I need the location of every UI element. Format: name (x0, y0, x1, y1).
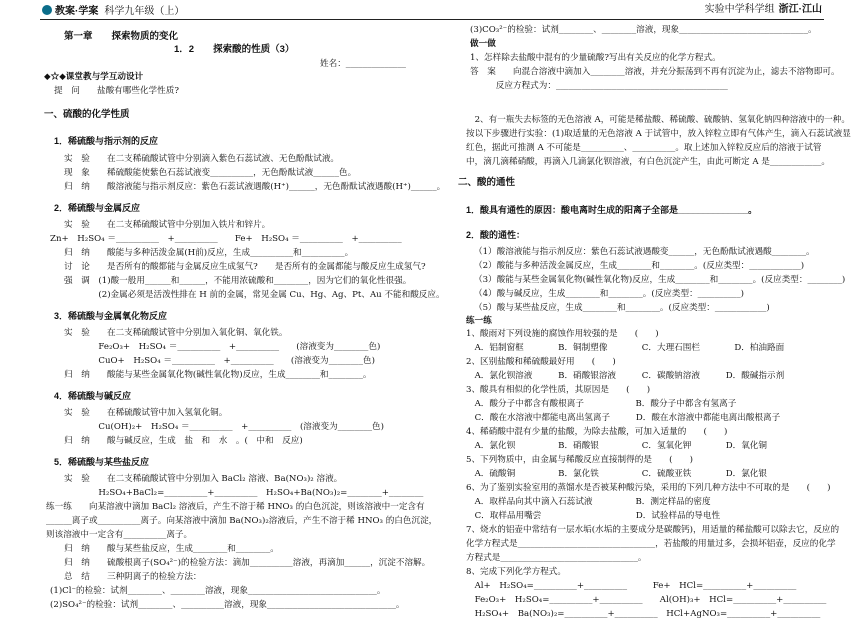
practice-title: 练一练 (466, 316, 492, 326)
s1-5-line: ______离子或__________离子。向某溶液中滴加 Ba(NO₃)₂溶液后，产生不溶于稀 HNO₃ 的白色沉淀， (46, 516, 438, 526)
r-top-line: 答 案 向混合溶液中滴加入________溶液，并充分振荡到不再有沉淀为止，滤去不溶物即可。 (470, 67, 840, 77)
s1-5-line: 总 结 三种阴离子的检验方法： (64, 572, 202, 582)
s1-5-line: 练一练 向某溶液中滴加 BaCl₂ 溶液后，产生不溶于稀 HNO₃ 的白色沉淀，则该溶液中一定含有 (46, 502, 425, 512)
s1-5-line: 实 验 在二支稀硫酸试管中分别加入 BaCl₂ 溶液、Ba(NO₃)₂ 溶液。 (64, 474, 343, 484)
s1-1-line: 实 验 在二支稀硫酸试管中分别滴入紫色石蕊试液、无色酚酞试液。 (64, 154, 340, 164)
practice-line: A．硫酸铜 B．氯化铁 C．硫酸亚铁 D．氯化银 (466, 469, 767, 479)
s1-5-line: 归 纳 硫酸根离子(SO₄²⁻)的检验方法：滴加__________溶液，再滴加______，沉淀不溶解。 (64, 558, 431, 568)
practice-line: 方程式是________________________________。 (466, 553, 647, 563)
s1-5-line: (2)SO₄²⁻的检验：试剂________、__________溶液，现象______________________________。 (50, 600, 405, 610)
r-top-line: 1、怎样除去盐酸中混有的少量硫酸?写出有关反应的化学方程式。 (470, 53, 721, 63)
header-subject: 科学九年级（上） (104, 6, 185, 17)
header-left (42, 5, 184, 17)
r-para2-line: 2、有一瓶失去标签的无色溶液 A，可能是稀盐酸、稀硫酸、硫酸钠、氢氧化钠四种溶液中的一种。 (466, 115, 850, 125)
r-para2-line: 中，滴几滴稀硝酸，再滴入几滴氯化钡溶液，有白色沉淀产生，由此可断定 A 是____________。 (466, 157, 831, 167)
s1-2-line: Zn+ H₂SO₄ ＝__________ +__________ Fe+ H₂SO₄ ＝__________ +__________ (50, 234, 402, 244)
practice-line: C．取样品用嘴尝 D．试验样品的导电性 (466, 511, 721, 521)
r-para2-line: 按以下步骤进行实验：(1)取适量的无色溶液 A 于试管中，放入锌粒立即有气体产生，滴入石蕊试液显 (466, 129, 851, 139)
s2-2-title: 2．酸的通性： (466, 230, 526, 240)
r-para2-line: 红色，据此可推测 A 不可能是__________、__________。取上述加入锌粒反应后的溶液于试管 (466, 143, 822, 153)
s1-2-line: (2)金属必须是活泼性排在 H 前的金属，常见金属 Cu、Hg、Ag、Pt、Au 不能和酸反应。 (64, 290, 445, 300)
practice-line: A．氯化钡溶液 B．硝酸银溶液 C．碳酸钠溶液 D．酸碱指示剂 (466, 371, 785, 381)
practice-line: 2、区别盐酸和稀硫酸最好用 ( ) (466, 357, 616, 367)
s1-3-line: Fe₂O₃+ H₂SO₄ ＝__________ +__________ (溶液变为________色) (64, 342, 381, 352)
practice-line: 1、酸雨对下列设施的腐蚀作用较强的是 ( ) (466, 329, 659, 339)
s1-1-line: 现 象 稀硫酸能使紫色石蕊试液变__________，无色酚酞试液______色。 (64, 168, 357, 178)
practice-line: 化学方程式是________________________________，若盐酸的用量过多，会损坏铝壶，反应的化学 (466, 539, 836, 549)
s2-2-line: （1）酸溶液能与指示剂反应：紫色石蕊试液遇酸变______，无色酚酞试液遇酸________。 (474, 247, 815, 257)
ask-line: 提 问 盐酸有哪些化学性质? (54, 86, 179, 96)
practice-line: 7、烧水的铝壶中常结有一层水垢(水垢的主要成分是碳酸钙)，用适量的稀盐酸可以除去它，反应的 (466, 525, 840, 535)
chapter-title: 第一章 探索物质的变化 (64, 31, 179, 42)
s1-2-line: 强 调 (1)酸一般用______和______，不能用浓硫酸和________，因为它们的氧化性很强。 (64, 276, 412, 286)
s1-4-title: 4．稀硫酸与碱反应 (54, 391, 132, 401)
practice-line: C．酸在水溶液中都能电离出氢离子 D．酸在水溶液中都能电离出酸根离子 (466, 413, 781, 423)
s1-3-line: 归 纳 酸能与某些金属氧化物(碱性氧化物)反应，生成________和________。 (64, 370, 372, 380)
section-1-title: 一、硫酸的化学性质 (44, 109, 130, 120)
s1-4-line: 归 纳 酸与碱反应，生成 盐 和 水 。( 中和 反应) (64, 436, 303, 446)
s1-2-line: 实 验 在二支稀硫酸试管中分别加入铁片和锌片。 (64, 220, 271, 230)
s1-3-title: 3．稀硫酸与金属氧化物反应 (54, 311, 168, 321)
s1-5-line: (1)Cl⁻的检验：试剂________、________溶液，现象______________________________。 (50, 586, 386, 596)
r-top-line: 反应方程式为：________________________________________ (470, 81, 728, 91)
s1-5-line: H₂SO₄+BaCl₂=__________+__________ H₂SO₄+Ba(NO₃)₂=________+________ (64, 488, 424, 498)
brand-logo-icon (42, 5, 52, 15)
practice-line: 6、为了鉴别实验室用的蒸馏水是否被某种酸污染，采用的下列几种方法中不可取的是 ( ) (466, 483, 831, 493)
section-2-title: 二、酸的通性 (458, 177, 516, 188)
practice-line: H₂SO₄+ Ba(NO₃)₂=__________+__________ HCl+AgNO₃=__________+__________ (466, 609, 821, 619)
r-top-line: (3)CO₃²⁻的检验：试剂________、________溶液，现象______________________________。 (470, 25, 817, 35)
header-org: 实验中学科学组 (704, 4, 775, 15)
practice-line: A．铝制窗框 B．铜制塑像 C．大理石围栏 D．柏油路面 (466, 343, 785, 353)
s1-3-line: 实 验 在二支稀硫酸试管中分别加入氧化铜、氧化铁。 (64, 328, 288, 338)
lesson-title: 1．2 探索酸的性质（3） (174, 44, 295, 55)
practice-line: Al+ H₂SO₄=__________+__________ Fe+ HCl=__________+__________ (466, 581, 797, 591)
s2-2-line: （4）酸与碱反应，生成________和________。(反应类型：__________) (474, 289, 744, 299)
s1-4-line: Cu(OH)₂+ H₂SO₄ ＝__________ +__________ (溶液变为________色) (64, 422, 384, 432)
header-right (705, 5, 822, 15)
page-header (0, 2, 860, 24)
practice-line: Fe₂O₃+ H₂SO₄=__________+__________ Al(OH)₃+ HCl=__________+__________ (466, 595, 827, 605)
practice-line: 8、完成下列化学方程式。 (466, 567, 566, 577)
s1-2-line: 讨 论 是否所有的酸都能与金属反应生成氢气? 是否所有的金属都能与酸反应生成氢气? (64, 262, 426, 272)
header-brand: 教案·学案 (55, 6, 99, 17)
practice-line: 4、稀硝酸中混有少量的盐酸，为除去盐酸，可加入适量的 ( ) (466, 427, 728, 437)
s1-3-line: CuO+ H₂SO₄ ＝__________ +__________ (溶液变为________色) (64, 356, 375, 366)
name-field: 姓名：______________ (320, 59, 406, 69)
practice-line: A．取样品向其中滴入石蕊试液 B．测定样品的密度 (466, 497, 711, 507)
practice-line: A．氯化钡 B．硝酸银 C．氢氧化钾 D．氧化铜 (466, 441, 767, 451)
s2-2-line: （3）酸能与某些金属氧化物(碱性氧化物)反应，生成________和________。(反应类型：________) (474, 275, 846, 285)
s1-1-title: 1．稀硫酸与指示剂的反应 (54, 136, 159, 146)
practice-line: 3、酸具有相似的化学性质，其原因是 ( ) (466, 385, 651, 395)
s2-1-line: 1．酸具有通性的原因：酸电离时生成的阳离子全部是______________。 (466, 205, 758, 215)
s1-5-line: 归 纳 酸与某些盐反应，生成________和________。 (64, 544, 279, 554)
s1-5-line: 则该溶液中一定含有__________离子。 (46, 530, 193, 540)
design-title: ◆☆◆课堂教与学互动设计 (44, 72, 144, 82)
header-place: 浙江·江山 (778, 4, 822, 15)
s1-4-line: 实 验 在稀硫酸试管中加入氢氧化铜。 (64, 408, 228, 418)
s1-1-line: 归 纳 酸溶液能与指示剂反应：紫色石蕊试液遇酸(H⁺)______，无色酚酞试液遇酸(H⁺)______。 (64, 182, 446, 192)
practice-line: A．酸分子中都含有酸根离子 B．酸分子中都含有氢离子 (466, 399, 737, 409)
s1-2-title: 2．稀硫酸与金属反应 (54, 203, 141, 213)
s2-2-line: （2）酸能与多种活泼金属反应，生成________和________。(反应类型：____________) (474, 261, 805, 271)
r-top-line: 做一做 (470, 39, 496, 49)
practice-line: 5、下列物质中，由金属与稀酸反应直接制得的是 ( ) (466, 455, 694, 465)
header-rule (40, 19, 824, 20)
s1-5-title: 5．稀硫酸与某些盐反应 (54, 457, 150, 467)
s1-2-line: 归 纳 酸能与多种活泼金属(H前)反应，生成__________和__________。 (64, 248, 354, 258)
s2-2-line: （5）酸与某些盐反应，生成________和________。(反应类型：____________) (474, 303, 770, 313)
